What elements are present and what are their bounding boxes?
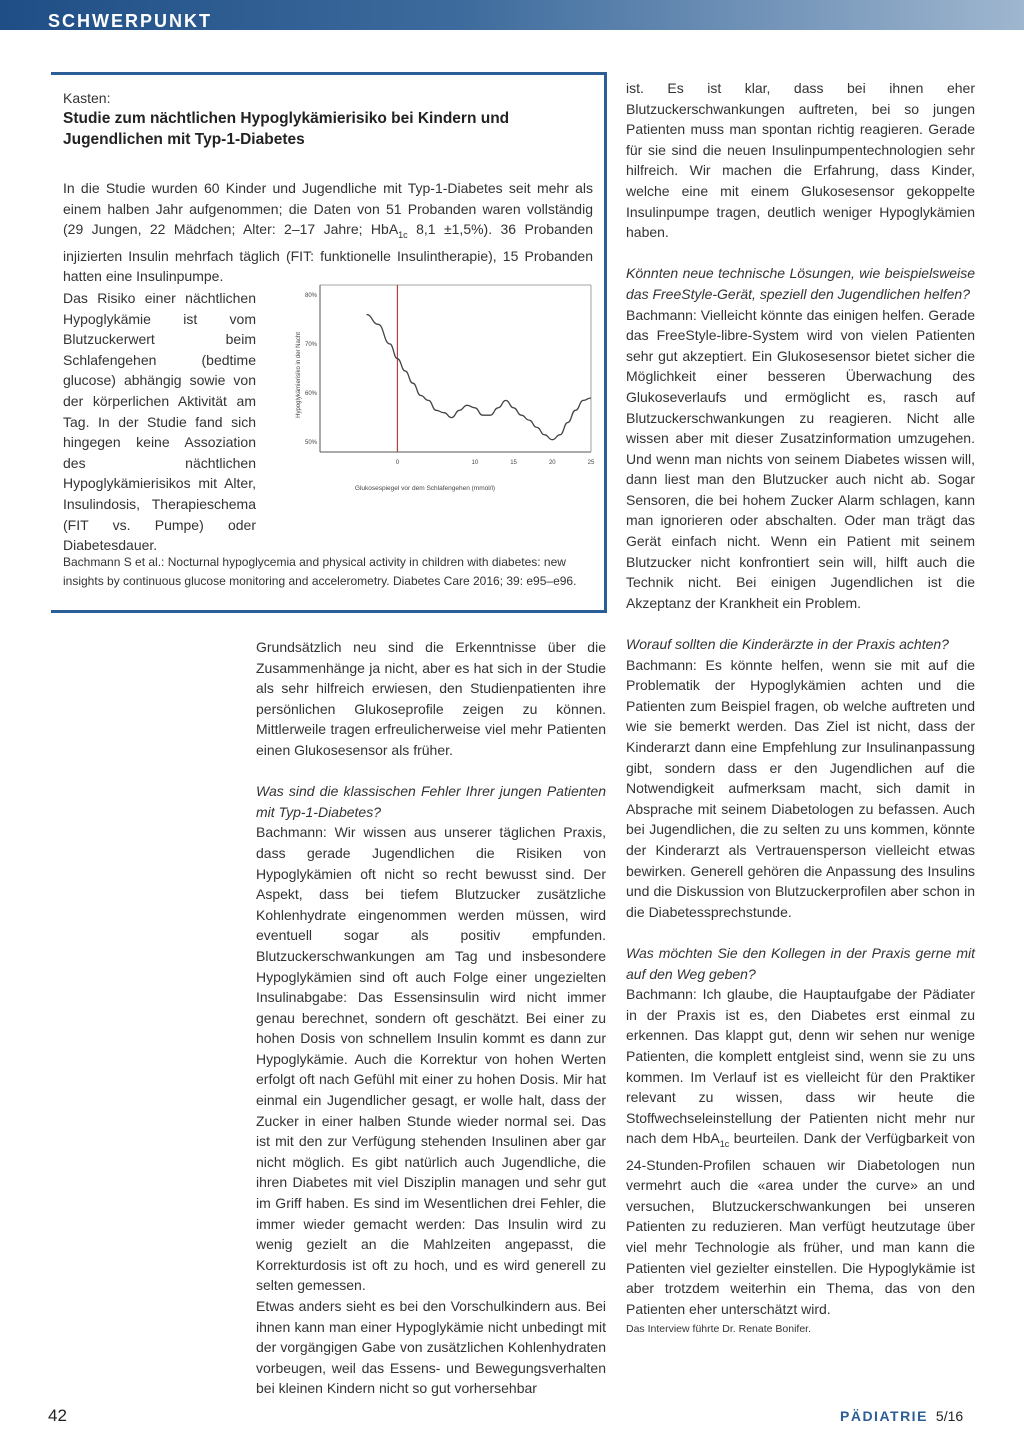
chart-x-label: Glukosespiegel vor dem Schlafengehen (mmol/l) <box>354 485 496 492</box>
interview-answer <box>626 305 975 614</box>
speaker-name: Bachmann: <box>256 824 327 841</box>
chart-series-line <box>367 315 592 440</box>
column-right <box>626 78 975 1340</box>
chart-x-ticks <box>396 460 595 466</box>
chart-y-tick-label: 70% <box>304 341 317 348</box>
chart-x-tick-label: 20 <box>548 460 556 466</box>
speaker-name: Bachmann: <box>626 986 697 1003</box>
box-kicker: Kasten: <box>63 90 111 106</box>
chart-y-ticks <box>305 293 318 446</box>
section-header-bar <box>0 0 1024 30</box>
page-number: 42 <box>48 1406 67 1425</box>
box-intro-text-end: 8,1 ±1,5%). 36 Probanden injizierten Insulin mehrfach täglich (FIT: funktionelle Insulintherapie), 15 Probanden hatten eine Insulinpumpe. <box>63 221 594 285</box>
interview-answer <box>626 984 975 1319</box>
chart-x-tick-label: 15 <box>510 460 517 466</box>
info-box <box>51 72 607 613</box>
publication-brand: PÄDIATRIE <box>840 1408 928 1424</box>
paragraph: Etwas anders sieht es bei den Vorschulkindern aus. Bei ihnen kann man einer Hypoglykämie nicht unbedingt mit der vorgängigen Gabe von zusätzlichen Kohlenhydraten vorbeugen, weil das Essens- und Bewegungsverhalten bei kleinen Kindern nicht so gut vorhersehbar <box>256 1298 606 1397</box>
footer-publication <box>840 1408 963 1424</box>
interview-question: Könnten neue technische Lösungen, wie beispielsweise das FreeStyle-Gerät, speziell den Jugendlichen helfen? <box>626 265 975 302</box>
paragraph: Grundsätzlich neu sind die Erkenntnisse über die Zusammenhänge ja nicht, aber es hat sich in der Studie als sehr hilfreich erwiesen, den Studienpatienten ihre persönlichen Glukoseprofile zeigen zu können. Mittlerweile tragen erfreulicherweise viel mehr Patienten einen Glukosesensor als früher. <box>256 639 606 758</box>
answer-text-end: beurteilen. Dank der Verfügbarkeit von 24-Stunden-Profilen schauen wir Diabetologen nun vermehrt auch die «area under the curve» an und versuchen, Blutzuckerschwankungen bei unseren Patienten zu reduzieren. Man verfügt heutzutage über viel mehr Technologie als früher, und man kann die Patienten viel gezielter einstellen. Die Hypoglykämie ist aber trotzdem weiterhin ein Thema, das von den Patienten eher unterschätzt wird. <box>626 1130 976 1317</box>
box-reference: Bachmann S et al.: Nocturnal hypoglycemia and physical activity in children with diabetes: new insights by continuous glucose monitoring and accelerometry. Diabetes Care 2016; 39: e95–e96. <box>63 555 577 588</box>
interview-question: Was möchten Sie den Kollegen in der Praxis gerne mit auf den Weg geben? <box>626 944 975 982</box>
chart-y-label: Hypoglykämierisiko in der Nacht <box>296 332 302 418</box>
interview-answer <box>256 822 606 1296</box>
paragraph: ist. Es ist klar, dass bei ihnen eher Blutzuckerschwankungen auftreten, bei so jungen Patienten muss man spontan richtig reagieren. Gerade für sie sind die neuen Insulinpumpentechnologien sehr hilfreich. Wir machen die Erfahrung, dass Kinder, welche eine mit einem Glukosesensor gekoppelte Insulinpumpe tragen, deutlich weniger Hypoglykämien haben. <box>626 80 975 241</box>
chart-y-tick-label: 60% <box>304 391 317 398</box>
interview-question: Was sind die klassischen Fehler Ihrer jungen Patienten mit Typ-1-Diabetes? <box>256 783 606 820</box>
answer-text: Es könnte helfen, wenn sie mit auf die Problematik der Hypoglykämien achten und die Patienten zum Beispiel fragen, ob welche auftreten und wie sie bemerkt werden. Das Ziel ist nicht, dass der Kinderarzt dann eine Empfehlung zur Insulinanpassung gibt, sondern dass er den Jugendlichen auf die Notwendigkeit aufmerksam macht, sich damit in Absprache mit seinem Diabetologen zu befassen. Auch bei Jugendlichen, die zu selten zu uns kommen, könnte der Kinderarzt als Vertrauensperson vielleicht etwas bewirken. Generell gehören die Anpassung des Insulins und die Diskussion von Blutzuckerprofilen aber schon in die Diabetessprechstunde. <box>626 656 975 920</box>
answer-text: Wir wissen aus unserer täglichen Praxis, dass gerade Jugendlichen die Risiken von Hypoglykämien oft nicht so recht bewusst sind. Der Aspekt, dass bei tiefem Blutzucker zusätzliche Kohlenhydrate eingenommen werden müssen, wird eventuell sogar als positiv empfunden. Blutzuckerschwankungen am Tag und insbesondere Hypoglykämien sind oft auch Folge einer ungezielten Insulinabgabe: Das Essensinsulin wird nicht immer genau berechnet, sondern oft geschätzt. Bei einer zu hohen Dosis von schnellem Insulin kommt es dann zur Hypoglykämie. Auch die Korrektur von hohen Werten erfolgt oft nach Gefühl mit einer zu hohen Dosis. Mir hat einmal ein Jugendlicher gesagt, er wolle halt, dass der Zucker in einer halben Stunde wieder normal sei. Das ist mit den zur Verfügung stehenden Insulinen aber gar nicht möglich. Es gibt natürlich auch Jugendliche, die ihren Diabetes mit viel Disziplin managen und sehr gut im Griff haben. Es sind im Wesentlichen drei Fehler, die immer wieder gemacht werden: Das Insulin wird zu wenig gezielt an die Mahlzeiten angepasst, die Korrekturdosis ist oft zu hoch, und es wird generell zu selten gemessen. <box>256 824 606 1294</box>
box-risk-text: Das Risiko einer nächtlichen Hypoglykämie ist vom Blutzuckerwert beim Schlafengehen (bedtime glucose) abhängig sowie von der körperlichen Aktivität am Tag. In der Studie fand sich hingegen keine Assoziation des nächtlichen Hypoglykämierisikos mit Alter, Insulindosis, Therapieschema (FIT vs. Pumpe) oder Diabetesdauer. <box>63 290 256 554</box>
issue-number: 5/16 <box>935 1408 964 1424</box>
chart-y-tick-label: 80% <box>304 292 317 299</box>
box-title: Studie zum nächtlichen Hypoglykämierisiko bei Kindern und Jugendlichen mit Typ-1-Diabetes <box>63 110 510 148</box>
interview-answer <box>626 655 975 923</box>
answer-text: Vielleicht könnte das einigen helfen. Gerade das FreeStyle-libre-System wird von vielen Patienten sehr gut akzeptiert. Ein Glukosesensor bietet sicher die Möglichkeit einer besseren Überwachung des Glukoseverlaufs und ermöglicht es, rasch auf Blutzuckerschwankungen zu reagieren. Nicht alle wissen aber mit dieser Zusatzinformation umzugehen. Und wenn man nichts von seinem Diabetes wissen will, dann liest man den Blutzucker auch nicht ab. Sogar Sensoren, die bei hohem Zucker Alarm schlagen, kann man ignorieren oder abschalten. Oder man trägt das Gerät einfach nicht. Wenn ein Patient mit seinem Blutzucker nicht konfrontiert sein will, hilft auch die Technik nicht. Bei einigen Jugendlichen ist die Akzeptanz der Krankheit ein Problem. <box>626 306 975 611</box>
interview-credit: Das Interview führte Dr. Renate Bonifer. <box>626 1323 812 1336</box>
speaker-name: Bachmann: <box>626 306 697 323</box>
chart-x-tick-label: 10 <box>471 460 479 466</box>
speaker-name: Bachmann: <box>626 656 697 673</box>
column-middle <box>256 637 606 1399</box>
answer-text: Ich glaube, die Hauptaufgabe der Pädiater in der Praxis ist es, den Diabetes erst einmal zu erkennen. Das klappt gut, denn wir sehen nur wenige Patienten, die komplett entgleist sind, wenn sie zu uns kommen. Im Verlauf ist es vielleicht für den Praktiker relevant zu wissen, dass wir heute die Stoffwechseleinstellung der Patienten nicht mehr nur nach dem HbA <box>626 986 975 1147</box>
chart-x-tick-label: 25 <box>587 460 595 466</box>
box-intro <box>63 178 593 287</box>
chart-x-tick-label: 0 <box>395 460 400 466</box>
chart-y-tick-label: 50% <box>304 440 317 447</box>
risk-line-chart <box>275 280 601 508</box>
box-intro-text: In die Studie wurden 60 Kinder und Jugendliche mit Typ-1-Diabetes seit mehr als einem halben Jahr aufgenommen; die Daten von 51 Probanden waren vollständig (29 Jungen, 22 Mädchen; Alter: 2–17 Jahre; HbA <box>63 180 593 238</box>
interview-question: Worauf sollten die Kinderärzte in der Praxis achten? <box>626 636 949 653</box>
answer-sub: 1c <box>719 1139 730 1150</box>
box-intro-sub: 1c <box>398 229 408 240</box>
section-label: SCHWERPUNKT <box>48 11 212 31</box>
